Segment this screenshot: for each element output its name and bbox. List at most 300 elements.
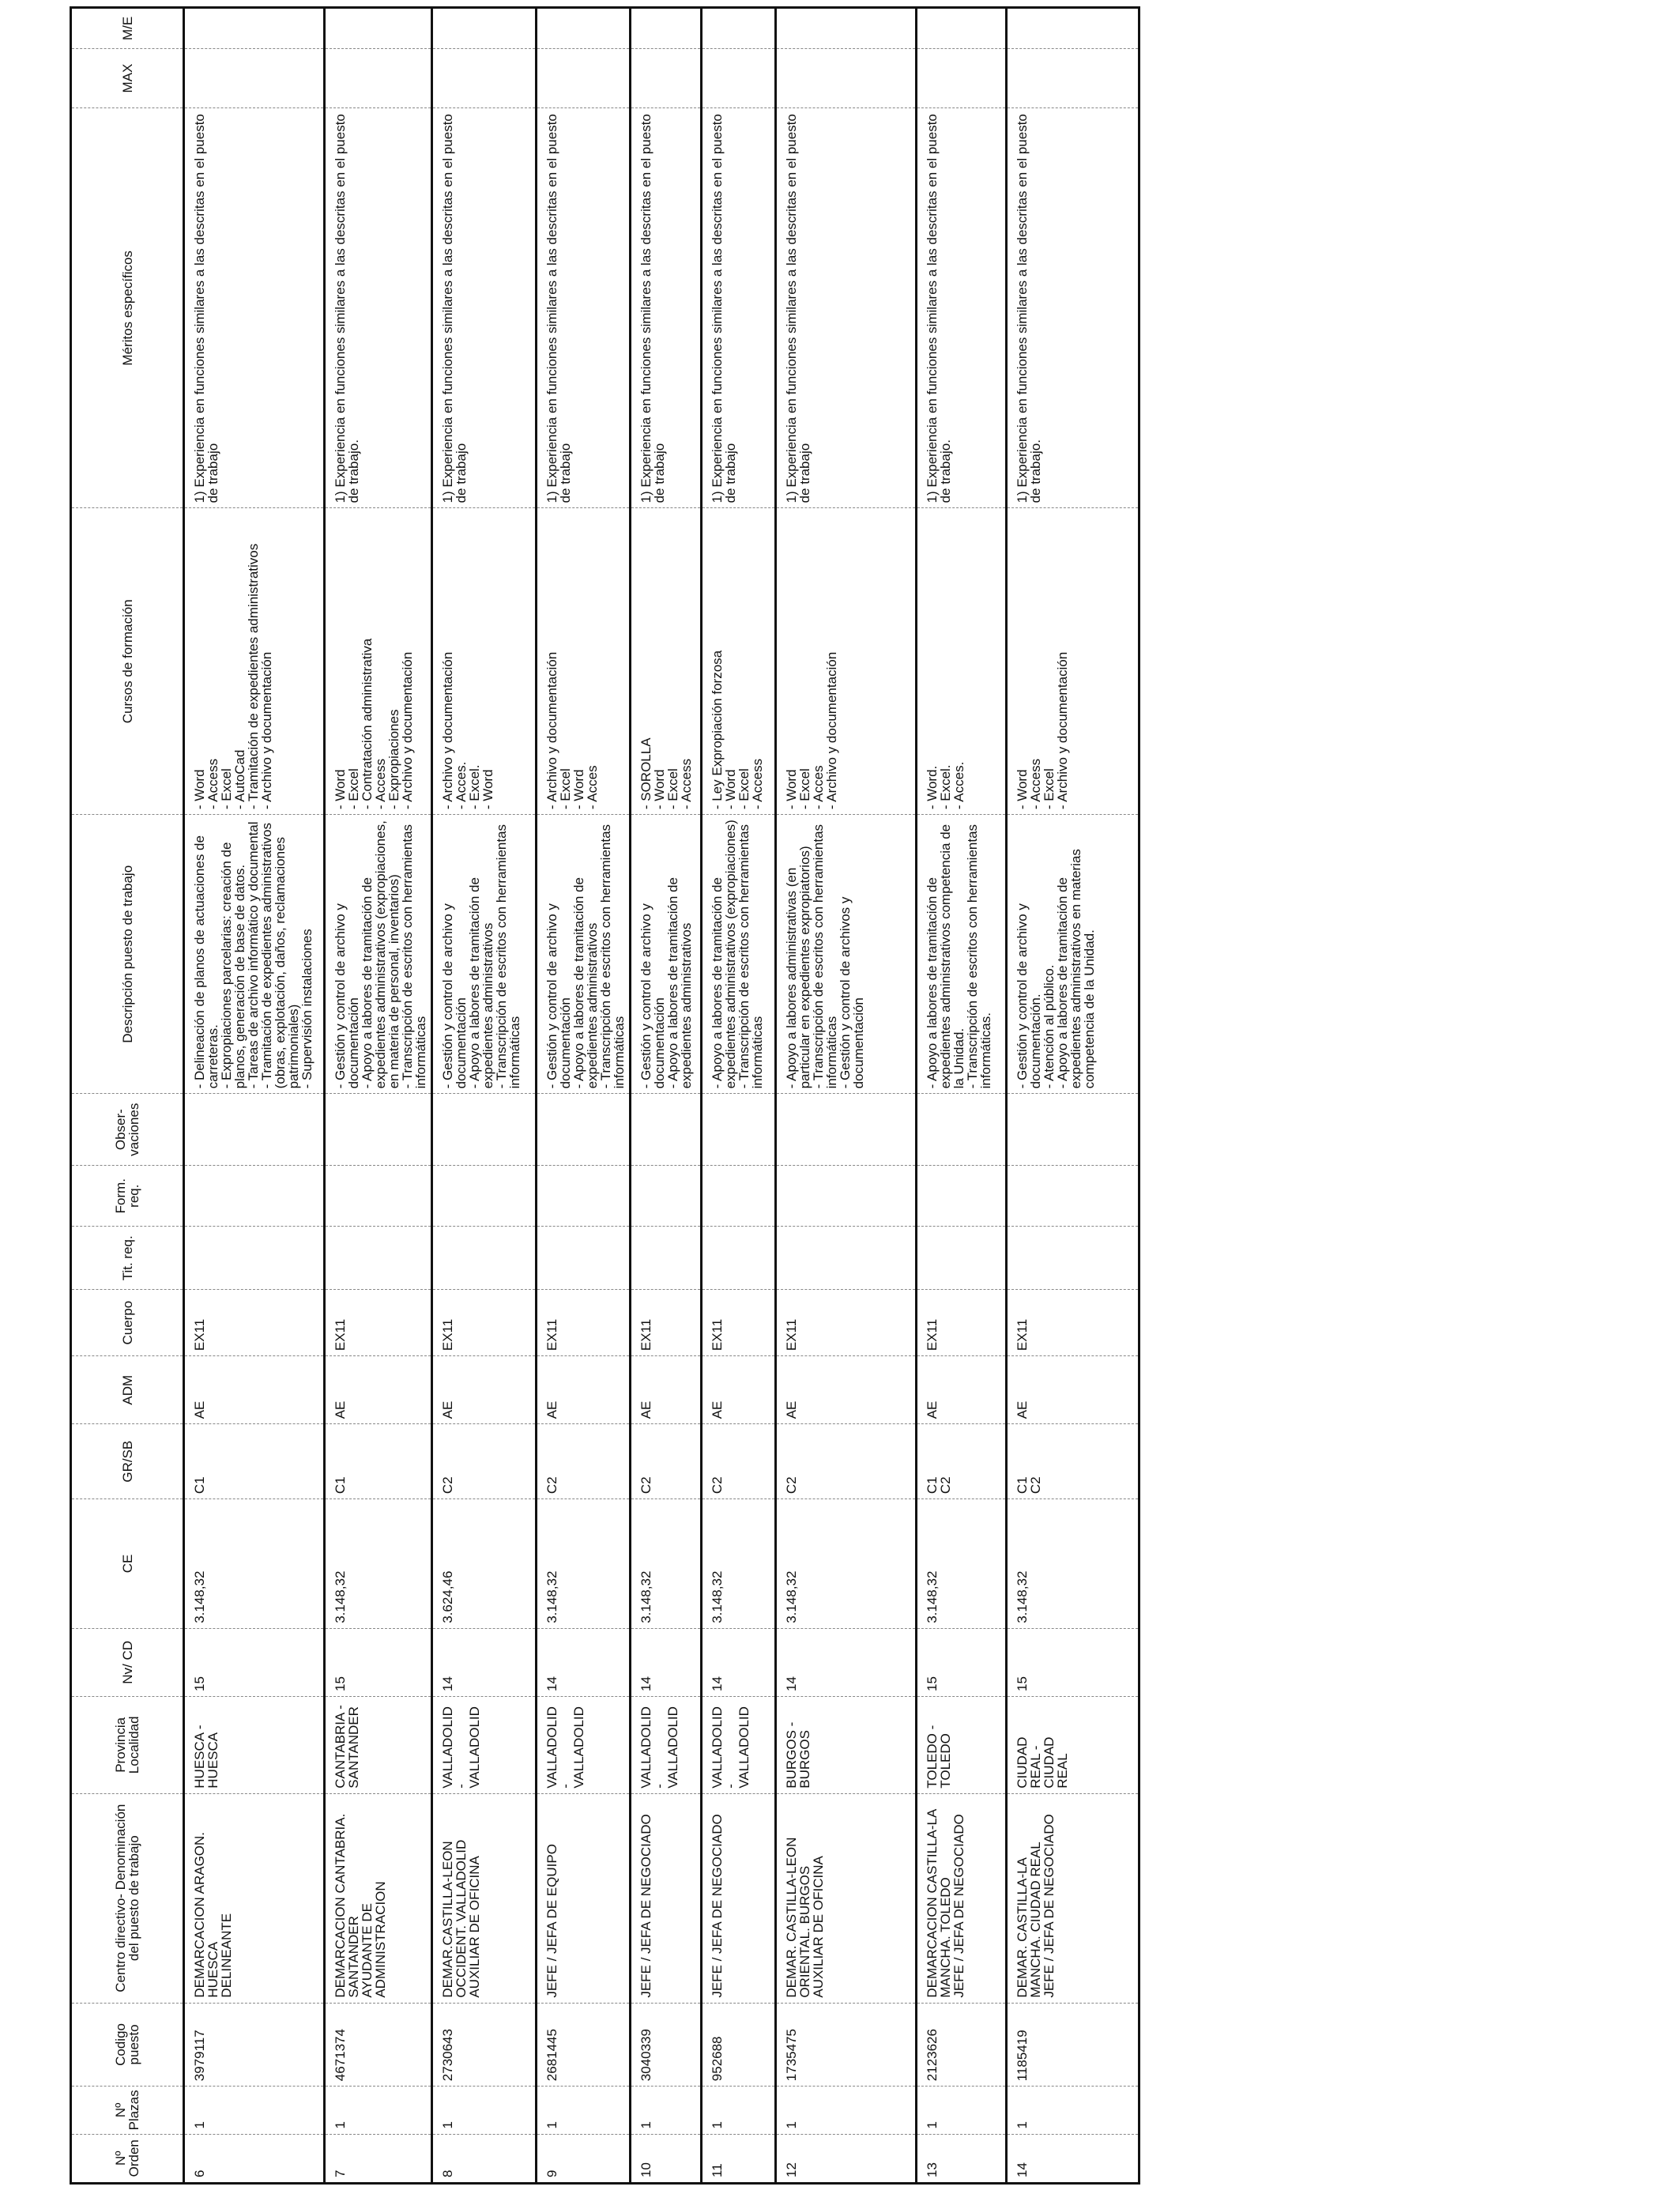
cell-ce-text: 3.148,32 <box>784 1570 799 1623</box>
cell-meritos-text: 1) Experiencia en funciones similares a las descritas en el puesto de trabajo <box>192 114 220 503</box>
job-positions-table <box>70 6 1140 2185</box>
cell-cursos <box>776 508 917 815</box>
cell-cuerpo-text: EX11 <box>638 1318 654 1351</box>
cell-plazas <box>432 2087 537 2134</box>
cell-centro <box>776 1793 917 2003</box>
header-plazas: Nº Plazas <box>71 2087 184 2134</box>
cell-grsb <box>432 1424 537 1499</box>
cell-max <box>702 48 776 107</box>
cell-tit <box>917 1227 1007 1290</box>
cell-provincia-text: CIUDAD REAL - CIUDAD REAL <box>1015 1736 1070 1789</box>
cell-grsb-text: C2 <box>638 1476 654 1495</box>
cell-plazas-text: 1 <box>544 2121 559 2129</box>
cell-grsb-text: C2 <box>710 1476 725 1495</box>
cell-descripcion-text: - Gestión y control de archivo y documentación - Apoyo a labores de tramitación de expedientes administrativos <box>638 876 694 1089</box>
cell-plazas-text: 1 <box>192 2121 207 2129</box>
cell-grsb <box>1007 1424 1139 1499</box>
puesto-denominacion: JEFE / JEFA DE EQUIPO <box>544 1844 559 1998</box>
cell-form <box>1007 1165 1139 1227</box>
cell-form <box>325 1165 432 1227</box>
cell-cursos-text: - Word - Access - Excel - Archivo y documentación <box>1015 651 1070 810</box>
cell-cursos <box>432 508 537 815</box>
cell-tit <box>537 1227 631 1290</box>
cell-me <box>917 8 1007 49</box>
cell-grsb-text: C1 <box>333 1476 348 1495</box>
cell-plazas <box>631 2087 702 2134</box>
cell-adm <box>776 1356 917 1424</box>
header-ce: CE <box>71 1499 184 1629</box>
cell-adm <box>917 1356 1007 1424</box>
cell-centro <box>917 1793 1007 2003</box>
cell-descripcion <box>1007 815 1139 1094</box>
cell-adm-text: AE <box>333 1400 348 1419</box>
cell-me <box>702 8 776 49</box>
header-meritos: Méritos específicos <box>71 108 184 508</box>
cell-cursos <box>325 508 432 815</box>
cell-orden-text: 7 <box>333 2169 348 2177</box>
cell-grsb-text: C1 C2 <box>925 1476 953 1495</box>
cell-codigo-text: 3979117 <box>192 2030 207 2082</box>
header-adm: ADM <box>71 1356 184 1424</box>
cell-plazas <box>184 2087 325 2134</box>
cell-nivel <box>325 1628 432 1696</box>
header-row <box>71 8 184 2184</box>
cell-ce <box>702 1499 776 1629</box>
cell-provincia <box>776 1696 917 1793</box>
cell-obs <box>702 1094 776 1165</box>
cell-tit <box>1007 1227 1139 1290</box>
cell-provincia-text: HUESCA - HUESCA <box>192 1725 220 1789</box>
table-row <box>917 8 1007 2184</box>
table-row <box>325 8 432 2184</box>
cell-nivel-text: 14 <box>784 1676 799 1691</box>
cell-codigo-text: 1735475 <box>784 2029 799 2082</box>
cell-plazas <box>776 2087 917 2134</box>
cell-provincia <box>432 1696 537 1793</box>
cell-provincia-text: CANTABRIA - SANTANDER <box>333 1705 361 1789</box>
cell-ce <box>537 1499 631 1629</box>
cell-orden <box>776 2134 917 2183</box>
cell-cuerpo-text: EX11 <box>333 1318 348 1351</box>
cell-provincia <box>184 1696 325 1793</box>
cell-form <box>776 1165 917 1227</box>
cell-tit <box>776 1227 917 1290</box>
cell-meritos <box>184 108 325 508</box>
cell-orden-text: 14 <box>1015 2162 1030 2177</box>
cell-cuerpo-text: EX11 <box>544 1318 559 1351</box>
table-row <box>1007 8 1139 2184</box>
cell-adm <box>537 1356 631 1424</box>
cell-meritos <box>432 108 537 508</box>
cell-codigo <box>631 2003 702 2087</box>
cell-codigo <box>184 2003 325 2087</box>
cell-form <box>432 1165 537 1227</box>
cell-descripcion <box>917 815 1007 1094</box>
cell-tit <box>184 1227 325 1290</box>
cell-cuerpo <box>631 1290 702 1356</box>
cell-adm <box>432 1356 537 1424</box>
cell-descripcion <box>631 815 702 1094</box>
cell-descripcion-text: - Gestión y control de archivo y documentación - Apoyo a labores de tramitación de expedientes administrativos - Transcripción de escritos con herramientas informáticas <box>440 824 522 1089</box>
cell-nivel <box>1007 1628 1139 1696</box>
puesto-denominacion: AUXILIAR DE OFICINA <box>467 1856 482 1998</box>
header-tit: Tit. req. <box>71 1227 184 1290</box>
cell-centro <box>325 1793 432 2003</box>
header-descripcion: Descripción puesto de trabajo <box>71 815 184 1094</box>
cell-ce <box>432 1499 537 1629</box>
puesto-denominacion: AYUDANTE DE ADMINISTRACION <box>360 1881 388 1998</box>
cell-tit <box>702 1227 776 1290</box>
cell-cursos-text: - SOROLLA - Word - Excel - Access <box>638 737 694 810</box>
cell-codigo <box>917 2003 1007 2087</box>
cell-provincia-text: VALLADOLID - VALLADOLID <box>440 1706 482 1789</box>
cell-orden <box>537 2134 631 2183</box>
table-row <box>776 8 917 2184</box>
cell-centro <box>631 1793 702 2003</box>
header-form: Form. req. <box>71 1165 184 1227</box>
cell-tit <box>432 1227 537 1290</box>
cell-grsb-text: C1 C2 <box>1015 1476 1043 1495</box>
cell-max <box>917 48 1007 107</box>
cell-orden-text: 12 <box>784 2162 799 2177</box>
cell-cursos <box>537 508 631 815</box>
cell-descripcion <box>776 815 917 1094</box>
cell-provincia <box>325 1696 432 1793</box>
cell-meritos <box>325 108 432 508</box>
puesto-denominacion: AUXILIAR DE OFICINA <box>811 1856 826 1998</box>
cell-ce-text: 3.148,32 <box>333 1570 348 1623</box>
cell-grsb <box>702 1424 776 1499</box>
cell-grsb <box>631 1424 702 1499</box>
puesto-denominacion: JEFE / JEFA DE NEGOCIADO <box>710 1814 725 1998</box>
cell-adm-text: AE <box>784 1400 799 1419</box>
cell-form <box>917 1165 1007 1227</box>
cell-plazas-text: 1 <box>638 2121 654 2129</box>
cell-nivel-text: 14 <box>544 1676 559 1691</box>
cell-cursos-text: - Word - Access - Excel - AutoCad - Tramitación de expedientes administrativos - Archivo y documentación <box>192 543 274 810</box>
cell-adm-text: AE <box>544 1400 559 1419</box>
cell-cursos-text: - Word. - Excel. - Acces. <box>925 761 966 810</box>
cell-grsb-text: C2 <box>544 1476 559 1495</box>
cell-meritos-text: 1) Experiencia en funciones similares a las descritas en el puesto de trabajo <box>440 114 469 503</box>
cell-meritos-text: 1) Experiencia en funciones similares a las descritas en el puesto de trabajo <box>784 114 812 503</box>
cell-codigo <box>1007 2003 1139 2087</box>
cell-orden-text: 10 <box>638 2162 654 2177</box>
cell-meritos <box>917 108 1007 508</box>
cell-tit <box>325 1227 432 1290</box>
cell-provincia-text: TOLEDO - TOLEDO <box>925 1725 953 1789</box>
cell-max <box>184 48 325 107</box>
centro-directivo: DEMAR.CASTILLA-LEON OCCIDENT. VALLADOLID <box>440 1839 469 1998</box>
cell-orden <box>325 2134 432 2183</box>
cell-cuerpo-text: EX11 <box>710 1318 725 1351</box>
cell-orden <box>432 2134 537 2183</box>
cell-provincia <box>917 1696 1007 1793</box>
cell-codigo <box>537 2003 631 2087</box>
cell-nivel-text: 14 <box>710 1676 725 1691</box>
cell-grsb <box>537 1424 631 1499</box>
cell-grsb-text: C1 <box>192 1476 207 1495</box>
cell-nivel <box>432 1628 537 1696</box>
cell-codigo-text: 3040339 <box>638 2029 654 2082</box>
cell-ce <box>917 1499 1007 1629</box>
centro-directivo: DEMAR. CASTILLA-LEON ORIENTAL. BURGOS <box>784 1837 812 1998</box>
cell-codigo-text: 2681445 <box>544 2029 559 2082</box>
cell-codigo <box>702 2003 776 2087</box>
cell-form <box>631 1165 702 1227</box>
cell-obs <box>537 1094 631 1165</box>
cell-max <box>325 48 432 107</box>
cell-grsb-text: C2 <box>440 1476 455 1495</box>
cell-grsb-text: C2 <box>784 1476 799 1495</box>
cell-ce <box>631 1499 702 1629</box>
cell-cuerpo <box>702 1290 776 1356</box>
cell-plazas-text: 1 <box>784 2121 799 2129</box>
cell-provincia-text: VALLADOLID - VALLADOLID <box>710 1706 751 1789</box>
cell-plazas <box>702 2087 776 2134</box>
cell-obs <box>325 1094 432 1165</box>
cell-plazas-text: 1 <box>440 2121 455 2129</box>
cell-ce-text: 3.148,32 <box>1015 1570 1030 1623</box>
cell-cuerpo-text: EX11 <box>925 1318 940 1351</box>
cell-descripcion-text: - Gestión y control de archivo y documentación - Apoyo a labores de tramitación de expedientes administrativos (expropiaciones, en materia de personal, inventarios) - Transcripción de escritos con herramientas informáticas <box>333 820 428 1089</box>
cell-me <box>1007 8 1139 49</box>
header-orden: Nº Orden <box>71 2134 184 2183</box>
cell-plazas-text: 1 <box>1015 2121 1030 2129</box>
table-row <box>631 8 702 2184</box>
cell-form <box>537 1165 631 1227</box>
cell-meritos-text: 1) Experiencia en funciones similares a las descritas en el puesto de trabajo. <box>925 114 953 503</box>
cell-descripcion-text: - Apoyo a labores de tramitación de expedientes administrativos (expropiaciones) - Transcripción de escritos con herramientas informáticas <box>710 820 765 1089</box>
cell-form <box>184 1165 325 1227</box>
cell-nivel-text: 15 <box>192 1676 207 1691</box>
cell-provincia <box>702 1696 776 1793</box>
cell-provincia-text: VALLADOLID - VALLADOLID <box>638 1706 680 1789</box>
cell-ce-text: 3.148,32 <box>710 1570 725 1623</box>
cell-cuerpo-text: EX11 <box>784 1318 799 1351</box>
puesto-denominacion: DELINEANTE <box>219 1913 234 1998</box>
centro-directivo: DEMARCACION ARAGON. HUESCA <box>192 1831 220 1998</box>
cell-obs <box>1007 1094 1139 1165</box>
cell-ce-text: 3.148,32 <box>192 1570 207 1623</box>
cell-form <box>702 1165 776 1227</box>
cell-orden <box>917 2134 1007 2183</box>
cell-centro <box>184 1793 325 2003</box>
cell-ce-text: 3.148,32 <box>925 1570 940 1623</box>
table-row <box>432 8 537 2184</box>
cell-centro <box>702 1793 776 2003</box>
cell-meritos-text: 1) Experiencia en funciones similares a las descritas en el puesto de trabajo <box>638 114 667 503</box>
cell-descripcion-text: - Delineación de planos de actuaciones de carreteras. - Expropiaciones parcelarias: creación de planos, generación de base de datos. - Tareas de archivo informático y documental - Tramitación de expedientes administrativos (obras, explotación, daños, reclamaciones patrimoniales) - Supervisión instalaciones <box>192 821 315 1089</box>
header-me: M/E <box>71 8 184 49</box>
cell-provincia <box>631 1696 702 1793</box>
cell-orden-text: 6 <box>192 2169 207 2177</box>
cell-cursos-text: - Archivo y documentación - Acces. - Excel. - Word <box>440 651 495 810</box>
cell-orden-text: 13 <box>925 2162 940 2177</box>
cell-plazas <box>537 2087 631 2134</box>
cell-meritos <box>631 108 702 508</box>
cell-adm <box>325 1356 432 1424</box>
cell-descripcion <box>537 815 631 1094</box>
cell-nivel <box>537 1628 631 1696</box>
cell-meritos-text: 1) Experiencia en funciones similares a las descritas en el puesto de trabajo <box>544 114 573 503</box>
cell-cursos <box>702 508 776 815</box>
header-cursos: Cursos de formación <box>71 508 184 815</box>
cell-plazas-text: 1 <box>333 2121 348 2129</box>
cell-descripcion-text: - Apoyo a labores administrativas (en particular en expedientes expropiatorios) - Transcripción de escritos con herramientas informáticas - Gestión y control de archivos y documentación <box>784 824 866 1089</box>
cell-nivel <box>702 1628 776 1696</box>
cell-centro <box>1007 1793 1139 2003</box>
cell-adm <box>631 1356 702 1424</box>
cell-ce-text: 3.624,46 <box>440 1570 455 1623</box>
cell-provincia <box>537 1696 631 1793</box>
header-obs: Obser- vaciones <box>71 1094 184 1165</box>
cell-orden-text: 9 <box>544 2169 559 2177</box>
cell-codigo-text: 4671374 <box>333 2029 348 2082</box>
cell-orden-text: 8 <box>440 2169 455 2177</box>
cell-codigo <box>432 2003 537 2087</box>
cell-codigo <box>776 2003 917 2087</box>
cell-adm <box>184 1356 325 1424</box>
cell-plazas <box>917 2087 1007 2134</box>
table-row <box>537 8 631 2184</box>
puesto-denominacion: JEFE / JEFA DE NEGOCIADO <box>638 1814 654 1998</box>
table-row <box>184 8 325 2184</box>
cell-meritos <box>702 108 776 508</box>
cell-provincia-text: VALLADOLID - VALLADOLID <box>544 1706 586 1789</box>
cell-cuerpo <box>432 1290 537 1356</box>
cell-descripcion-text: - Apoyo a labores de tramitación de expedientes administrativos competencia de la Unidad. - Transcripción de escritos con herramientas informáticas. <box>925 824 993 1089</box>
cell-meritos-text: 1) Experiencia en funciones similares a las descritas en el puesto de trabajo. <box>333 114 361 503</box>
cell-adm-text: AE <box>638 1400 654 1419</box>
cell-obs <box>432 1094 537 1165</box>
cell-ce <box>776 1499 917 1629</box>
cell-cuerpo <box>537 1290 631 1356</box>
cell-cursos <box>631 508 702 815</box>
cell-adm <box>1007 1356 1139 1424</box>
header-centro: Centro directivo- Denominación del puesto de trabajo <box>71 1793 184 2003</box>
cell-max <box>432 48 537 107</box>
cell-meritos <box>776 108 917 508</box>
cell-meritos-text: 1) Experiencia en funciones similares a las descritas en el puesto de trabajo. <box>1015 114 1043 503</box>
cell-me <box>325 8 432 49</box>
table-body <box>184 8 1139 2184</box>
cell-obs <box>917 1094 1007 1165</box>
cell-codigo-text: 2123626 <box>925 2029 940 2082</box>
cell-plazas-text: 1 <box>710 2121 725 2129</box>
cell-grsb <box>325 1424 432 1499</box>
header-cuerpo: Cuerpo <box>71 1290 184 1356</box>
puesto-denominacion: JEFE / JEFA DE NEGOCIADO <box>951 1814 966 1998</box>
cell-adm <box>702 1356 776 1424</box>
header-grsb: GR/SB <box>71 1424 184 1499</box>
centro-directivo: DEMARCACION CANTABRIA. SANTANDER <box>333 1813 361 1998</box>
cell-obs <box>776 1094 917 1165</box>
cell-descripcion <box>325 815 432 1094</box>
cell-cursos-text: - Ley Expropiación forzosa - Word - Excel - Access <box>710 650 765 810</box>
cell-max <box>537 48 631 107</box>
cell-max <box>776 48 917 107</box>
cell-me <box>432 8 537 49</box>
cell-nivel-text: 14 <box>440 1676 455 1691</box>
cell-orden <box>702 2134 776 2183</box>
cell-cuerpo <box>1007 1290 1139 1356</box>
cell-ce-text: 3.148,32 <box>544 1570 559 1623</box>
cell-cuerpo-text: EX11 <box>440 1318 455 1351</box>
cell-cursos <box>917 508 1007 815</box>
cell-orden-text: 11 <box>710 2163 725 2177</box>
cell-descripcion-text: - Gestión y control de archivo y documentación. - Atención al público. - Apoyo a labores de tramitación de expedientes administrativos en materias competencia de la Unidad. <box>1015 849 1097 1089</box>
cell-grsb <box>917 1424 1007 1499</box>
cell-cuerpo-text: EX11 <box>1015 1318 1030 1351</box>
header-codigo: Codigo puesto <box>71 2003 184 2087</box>
cell-grsb <box>184 1424 325 1499</box>
cell-cuerpo <box>325 1290 432 1356</box>
cell-nivel <box>631 1628 702 1696</box>
cell-plazas <box>325 2087 432 2134</box>
centro-directivo: DEMAR. CASTILLA-LA MANCHA. CIUDAD REAL <box>1015 1842 1043 1998</box>
cell-descripcion <box>702 815 776 1094</box>
cell-descripcion <box>432 815 537 1094</box>
centro-directivo: DEMARCACION CASTILLA-LA MANCHA. TOLEDO <box>925 1809 953 1998</box>
cell-provincia <box>1007 1696 1139 1793</box>
cell-max <box>631 48 702 107</box>
cell-ce <box>184 1499 325 1629</box>
cell-plazas-text: 1 <box>925 2121 940 2129</box>
cell-cuerpo <box>917 1290 1007 1356</box>
cell-ce-text: 3.148,32 <box>638 1570 654 1623</box>
cell-cuerpo-text: EX11 <box>192 1318 207 1351</box>
table-row <box>702 8 776 2184</box>
cell-plazas <box>1007 2087 1139 2134</box>
cell-cursos-text: - Word - Excel - Acces - Archivo y documentación <box>784 651 839 810</box>
cell-grsb <box>776 1424 917 1499</box>
cell-meritos <box>537 108 631 508</box>
cell-obs <box>631 1094 702 1165</box>
cell-nivel <box>917 1628 1007 1696</box>
cell-nivel-text: 15 <box>925 1676 940 1691</box>
cell-cursos-text: - Archivo y documentación - Excel - Word - Acces <box>544 651 600 810</box>
cell-ce <box>325 1499 432 1629</box>
cell-codigo <box>325 2003 432 2087</box>
cell-adm-text: AE <box>192 1400 207 1419</box>
cell-cuerpo <box>184 1290 325 1356</box>
cell-codigo-text: 952688 <box>710 2036 725 2082</box>
cell-adm-text: AE <box>1015 1400 1030 1419</box>
cell-ce <box>1007 1499 1139 1629</box>
cell-descripcion-text: - Gestión y control de archivo y documentación - Apoyo a labores de tramitación de expedientes administrativos - Transcripción de escritos con herramientas informáticas <box>544 824 627 1089</box>
cell-cuerpo <box>776 1290 917 1356</box>
cell-nivel <box>184 1628 325 1696</box>
cell-cursos <box>184 508 325 815</box>
cell-adm-text: AE <box>925 1400 940 1419</box>
puesto-denominacion: JEFE / JEFA DE NEGOCIADO <box>1042 1814 1057 1998</box>
cell-provincia-text: BURGOS - BURGOS <box>784 1721 812 1789</box>
cell-me <box>776 8 917 49</box>
cell-descripcion <box>184 815 325 1094</box>
cell-nivel-text: 15 <box>333 1676 348 1691</box>
header-nivel: Nv/ CD <box>71 1628 184 1696</box>
cell-cursos <box>1007 508 1139 815</box>
cell-tit <box>631 1227 702 1290</box>
cell-adm-text: AE <box>440 1400 455 1419</box>
cell-nivel <box>776 1628 917 1696</box>
cell-me <box>184 8 325 49</box>
cell-me <box>537 8 631 49</box>
header-provincia: Provincia Localidad <box>71 1696 184 1793</box>
cell-adm-text: AE <box>710 1400 725 1419</box>
cell-meritos <box>1007 108 1139 508</box>
